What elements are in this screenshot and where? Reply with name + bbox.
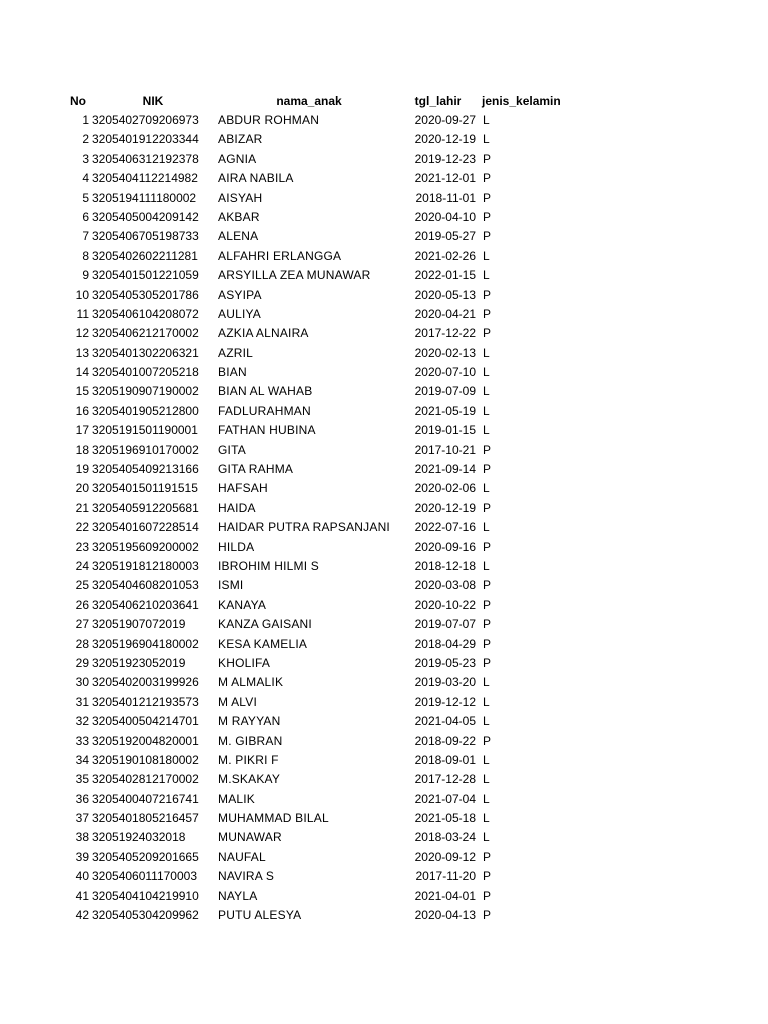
table-row (62, 130, 582, 149)
cell-no: 2 (82, 132, 89, 147)
cell-nik: 3205191812180003 (92, 558, 199, 573)
cell-nik: 3205406212170002 (92, 326, 199, 341)
cell-jenis-kelamin: L (483, 811, 490, 826)
cell-jenis-kelamin: P (483, 636, 492, 651)
cell-jenis-kelamin: P (483, 617, 492, 632)
cell-nik: 3205402709206973 (92, 113, 199, 127)
cell-nik: 3205404608201053 (92, 578, 199, 593)
table-row (62, 286, 582, 305)
table-row (62, 828, 582, 847)
table-row (62, 247, 582, 266)
cell-jenis-kelamin: L (483, 268, 490, 283)
cell-nik: 32051923052019 (92, 655, 186, 670)
cell-tgl-lahir: 2022-07-16 (414, 520, 476, 535)
cell-nama-anak: ASYIPA (218, 287, 262, 302)
cell-nik: 3205402602211281 (92, 248, 198, 263)
cell-no: 42 (75, 908, 89, 923)
cell-no: 30 (75, 675, 89, 690)
cell-nik: 3205401212193573 (92, 694, 199, 709)
cell-jenis-kelamin: P (483, 655, 492, 670)
cell-nama-anak: ALFAHRI ERLANGGA (218, 248, 342, 263)
cell-nik: 3205406104208072 (92, 306, 199, 321)
cell-jenis-kelamin: L (483, 132, 490, 147)
cell-nik: 3205402003199926 (92, 675, 199, 690)
cell-jenis-kelamin: L (483, 791, 490, 806)
cell-nik: 32051924032018 (92, 830, 186, 845)
cell-nama-anak: NAUFAL (218, 849, 266, 864)
table-row (62, 441, 582, 460)
table-header (62, 91, 582, 111)
cell-jenis-kelamin: P (483, 462, 492, 477)
table-row (62, 596, 582, 615)
cell-nik: 3205190108180002 (92, 752, 199, 767)
cell-nik: 3205400504214701 (92, 714, 199, 729)
cell-nik: 3205196904180002 (92, 636, 199, 651)
cell-no: 9 (82, 268, 89, 283)
cell-nik: 3205401607228514 (92, 520, 199, 535)
table-row (62, 867, 582, 886)
table-row (62, 770, 582, 789)
cell-jenis-kelamin: P (483, 597, 492, 612)
table-row (62, 169, 582, 188)
cell-tgl-lahir: 2020-04-13 (414, 908, 476, 923)
cell-jenis-kelamin: L (483, 558, 490, 573)
cell-nama-anak: MUNAWAR (218, 830, 282, 845)
cell-jenis-kelamin: P (483, 171, 492, 186)
cell-tgl-lahir: 2020-10-22 (414, 597, 476, 612)
table-row (62, 111, 582, 130)
cell-tgl-lahir: 2018-11-01 (415, 190, 476, 205)
cell-nama-anak: GITA (218, 442, 246, 457)
cell-nik: 3205401912203344 (92, 132, 199, 147)
cell-no: 26 (75, 597, 89, 612)
cell-nik: 3205405305201786 (92, 287, 199, 302)
cell-nama-anak: FATHAN HUBINA (218, 423, 316, 438)
cell-no: 13 (75, 345, 89, 360)
cell-no: 4 (82, 171, 89, 186)
cell-no: 7 (82, 229, 89, 244)
cell-nama-anak: BIAN AL WAHAB (218, 384, 313, 399)
cell-nama-anak: PUTU ALESYA (218, 908, 302, 923)
cell-no: 15 (75, 384, 89, 399)
cell-nik: 3205191501190001 (92, 423, 198, 438)
cell-tgl-lahir: 2022-01-15 (414, 268, 476, 283)
cell-tgl-lahir: 2020-04-10 (414, 209, 476, 224)
cell-jenis-kelamin: P (483, 306, 492, 321)
cell-tgl-lahir: 2020-12-19 (414, 132, 476, 147)
cell-nama-anak: AULIYA (218, 306, 261, 321)
cell-no: 34 (75, 752, 89, 767)
table-row (62, 654, 582, 673)
cell-nik: 3205194111180002 (92, 190, 197, 205)
cell-nama-anak: ALENA (218, 229, 259, 244)
data-table (62, 91, 582, 925)
cell-no: 38 (75, 830, 89, 845)
cell-tgl-lahir: 2018-09-22 (414, 733, 476, 748)
cell-nama-anak: ISMI (218, 578, 244, 593)
table-row (62, 673, 582, 692)
cell-no: 37 (75, 811, 89, 826)
table-row (62, 906, 582, 925)
cell-tgl-lahir: 2020-09-27 (414, 113, 476, 127)
cell-jenis-kelamin: L (483, 714, 490, 729)
cell-tgl-lahir: 2017-12-22 (414, 326, 476, 341)
cell-nama-anak: M ALMALIK (218, 675, 284, 690)
cell-jenis-kelamin: P (483, 190, 492, 205)
cell-nama-anak: M ALVI (218, 694, 257, 709)
cell-nik: 3205401501221059 (92, 268, 199, 283)
cell-tgl-lahir: 2017-10-21 (414, 442, 476, 457)
cell-nik: 3205405304209962 (92, 908, 199, 923)
cell-no: 35 (75, 772, 89, 787)
cell-nama-anak: AISYAH (218, 190, 263, 205)
cell-nik: 3205401007205218 (92, 365, 199, 380)
cell-nik: 3205405209201665 (92, 849, 199, 864)
cell-nik: 3205400407216741 (92, 791, 199, 806)
cell-tgl-lahir: 2018-09-01 (414, 752, 476, 767)
cell-nik: 3205406011170003 (92, 869, 197, 884)
table-row (62, 848, 582, 867)
cell-jenis-kelamin: L (483, 694, 490, 709)
cell-nama-anak: NAYLA (218, 888, 258, 903)
cell-no: 16 (75, 403, 89, 418)
cell-tgl-lahir: 2021-05-19 (414, 403, 476, 418)
table-body (62, 111, 582, 925)
cell-nik: 3205405409213166 (92, 462, 199, 477)
cell-nik: 3205406210203641 (92, 597, 199, 612)
table-row (62, 460, 582, 479)
cell-nik: 3205401805216457 (92, 811, 199, 826)
cell-tgl-lahir: 2018-04-29 (414, 636, 476, 651)
table-row (62, 189, 582, 208)
cell-no: 29 (75, 655, 89, 670)
cell-tgl-lahir: 2020-03-08 (414, 578, 476, 593)
cell-nik: 3205402812170002 (92, 772, 199, 787)
cell-jenis-kelamin: P (483, 908, 492, 923)
cell-nama-anak: ARSYILLA ZEA MUNAWAR (218, 268, 371, 283)
table-row (62, 712, 582, 731)
cell-tgl-lahir: 2017-11-20 (415, 869, 476, 884)
table-row (62, 751, 582, 770)
cell-nama-anak: KANZA GAISANI (218, 617, 312, 632)
cell-jenis-kelamin: P (483, 229, 492, 244)
cell-nama-anak: AGNIA (218, 151, 257, 166)
cell-jenis-kelamin: L (483, 365, 490, 380)
cell-tgl-lahir: 2021-12-01 (414, 171, 476, 186)
table-row (62, 732, 582, 751)
cell-tgl-lahir: 2021-07-04 (414, 791, 476, 806)
cell-tgl-lahir: 2020-09-12 (414, 849, 476, 864)
cell-nama-anak: MALIK (218, 791, 256, 806)
cell-jenis-kelamin: P (483, 849, 492, 864)
cell-nama-anak: AKBAR (218, 209, 260, 224)
cell-nama-anak: KANAYA (218, 597, 267, 612)
cell-jenis-kelamin: L (483, 345, 490, 360)
cell-jenis-kelamin: L (483, 675, 490, 690)
cell-no: 6 (82, 209, 89, 224)
table-row (62, 382, 582, 401)
cell-jenis-kelamin: L (483, 384, 490, 399)
cell-jenis-kelamin: P (483, 578, 492, 593)
table-row (62, 887, 582, 906)
cell-no: 21 (75, 500, 89, 515)
cell-tgl-lahir: 2021-04-05 (414, 714, 476, 729)
cell-no: 33 (75, 733, 89, 748)
table-row (62, 208, 582, 227)
cell-nama-anak: ABDUR ROHMAN (218, 113, 320, 127)
cell-nik: 32051907072019 (92, 617, 186, 632)
cell-jenis-kelamin: P (483, 888, 492, 903)
header-tgl-lahir: tgl_lahir (414, 94, 462, 108)
cell-no: 23 (75, 539, 89, 554)
cell-no: 24 (75, 558, 89, 573)
cell-nik: 3205401905212800 (92, 403, 199, 418)
table-row (62, 538, 582, 557)
cell-jenis-kelamin: L (483, 403, 490, 418)
cell-jenis-kelamin: P (483, 209, 492, 224)
cell-nama-anak: IBROHIM HILMI S (218, 558, 320, 573)
cell-jenis-kelamin: P (483, 869, 492, 884)
cell-tgl-lahir: 2021-09-14 (414, 462, 476, 477)
table-row (62, 615, 582, 634)
cell-nik: 3205196910170002 (92, 442, 199, 457)
cell-nik: 3205401302206321 (92, 345, 199, 360)
cell-nama-anak: MUHAMMAD BILAL (218, 811, 329, 826)
cell-no: 32 (75, 714, 89, 729)
table-row (62, 421, 582, 440)
cell-no: 18 (75, 442, 89, 457)
cell-no: 8 (82, 248, 89, 263)
cell-nama-anak: AZRIL (218, 345, 254, 360)
cell-tgl-lahir: 2018-12-18 (414, 558, 476, 573)
cell-no: 5 (82, 190, 89, 205)
cell-tgl-lahir: 2018-03-24 (414, 830, 476, 845)
cell-tgl-lahir: 2019-03-20 (414, 675, 476, 690)
table-row (62, 635, 582, 654)
cell-nik: 3205401501191515 (92, 481, 198, 496)
cell-jenis-kelamin: L (483, 423, 490, 438)
header-nama-anak: nama_anak (276, 94, 342, 108)
cell-tgl-lahir: 2019-01-15 (414, 423, 476, 438)
cell-no: 11 (76, 306, 89, 321)
cell-jenis-kelamin: L (483, 113, 490, 127)
table-row (62, 305, 582, 324)
cell-nik: 3205406705198733 (92, 229, 199, 244)
cell-tgl-lahir: 2019-05-27 (414, 229, 476, 244)
cell-nama-anak: BIAN (218, 365, 247, 380)
cell-jenis-kelamin: L (483, 830, 490, 845)
cell-no: 31 (75, 694, 89, 709)
header-jenis-kelamin: jenis_kelamin (482, 94, 561, 108)
cell-nik: 3205404104219910 (92, 888, 199, 903)
table-row (62, 479, 582, 498)
cell-no: 14 (75, 365, 89, 380)
cell-nama-anak: M. GIBRAN (218, 733, 283, 748)
cell-nama-anak: AIRA NABILA (218, 171, 294, 186)
cell-nama-anak: FADLURAHMAN (218, 403, 311, 418)
cell-tgl-lahir: 2021-02-26 (414, 248, 476, 263)
cell-no: 20 (75, 481, 89, 496)
cell-no: 17 (75, 423, 89, 438)
cell-tgl-lahir: 2020-12-19 (414, 500, 476, 515)
cell-nama-anak: KESA KAMELIA (218, 636, 308, 651)
cell-nama-anak: GITA RAHMA (218, 462, 294, 477)
cell-tgl-lahir: 2019-12-12 (414, 694, 476, 709)
cell-no: 28 (75, 636, 89, 651)
table-row (62, 518, 582, 537)
cell-nama-anak: HAIDA (218, 500, 256, 515)
cell-tgl-lahir: 2020-02-06 (414, 481, 476, 496)
cell-nik: 3205192004820001 (92, 733, 199, 748)
cell-tgl-lahir: 2019-07-07 (414, 617, 476, 632)
cell-no: 1 (82, 113, 89, 127)
table-row (62, 790, 582, 809)
table-row (62, 809, 582, 828)
cell-nama-anak: M.SKAKAY (218, 772, 281, 787)
cell-no: 39 (75, 849, 89, 864)
cell-jenis-kelamin: L (483, 481, 490, 496)
cell-jenis-kelamin: P (483, 500, 492, 515)
cell-nik: 3205195609200002 (92, 539, 199, 554)
cell-tgl-lahir: 2020-09-16 (414, 539, 476, 554)
cell-nik: 3205406312192378 (92, 151, 199, 166)
cell-jenis-kelamin: P (483, 442, 492, 457)
cell-nama-anak: AZKIA ALNAIRA (218, 326, 309, 341)
cell-tgl-lahir: 2017-12-28 (414, 772, 476, 787)
table-row (62, 693, 582, 712)
cell-no: 10 (75, 287, 89, 302)
header-no: No (70, 94, 86, 108)
cell-jenis-kelamin: P (483, 539, 492, 554)
cell-no: 3 (82, 151, 89, 166)
cell-nik: 3205405912205681 (92, 500, 199, 515)
cell-jenis-kelamin: L (483, 520, 490, 535)
cell-tgl-lahir: 2020-05-13 (414, 287, 476, 302)
cell-tgl-lahir: 2019-12-23 (414, 151, 476, 166)
cell-jenis-kelamin: L (483, 772, 490, 787)
table-row (62, 266, 582, 285)
cell-nama-anak: HILDA (218, 539, 255, 554)
cell-jenis-kelamin: P (483, 151, 492, 166)
cell-nik: 3205405004209142 (92, 209, 199, 224)
cell-no: 41 (75, 888, 89, 903)
cell-nama-anak: HAFSAH (218, 481, 268, 496)
table-row (62, 363, 582, 382)
cell-jenis-kelamin: P (483, 733, 492, 748)
cell-no: 27 (75, 617, 89, 632)
cell-jenis-kelamin: L (483, 248, 490, 263)
table-row (62, 576, 582, 595)
cell-no: 25 (75, 578, 89, 593)
header-nik: NIK (142, 94, 164, 108)
cell-nik: 3205404112214982 (92, 171, 198, 186)
cell-no: 22 (75, 520, 89, 535)
table-row (62, 324, 582, 343)
table-row (62, 499, 582, 518)
cell-nama-anak: M RAYYAN (218, 714, 281, 729)
cell-tgl-lahir: 2019-07-09 (414, 384, 476, 399)
table-row (62, 227, 582, 246)
cell-jenis-kelamin: P (483, 287, 492, 302)
cell-nama-anak: M. PIKRI F (218, 752, 279, 767)
cell-no: 40 (75, 869, 89, 884)
cell-nama-anak: KHOLIFA (218, 655, 271, 670)
cell-tgl-lahir: 2021-04-01 (414, 888, 476, 903)
cell-jenis-kelamin: L (483, 752, 490, 767)
cell-nik: 3205190907190002 (92, 384, 199, 399)
cell-tgl-lahir: 2020-02-13 (414, 345, 476, 360)
cell-tgl-lahir: 2021-05-18 (414, 811, 476, 826)
cell-tgl-lahir: 2020-07-10 (414, 365, 476, 380)
cell-tgl-lahir: 2019-05-23 (414, 655, 476, 670)
cell-tgl-lahir: 2020-04-21 (414, 306, 476, 321)
table-row (62, 402, 582, 421)
table-row (62, 344, 582, 363)
cell-jenis-kelamin: P (483, 326, 492, 341)
cell-nama-anak: NAVIRA S (218, 869, 275, 884)
cell-no: 12 (75, 326, 89, 341)
table-row (62, 150, 582, 169)
cell-nama-anak: HAIDAR PUTRA RAPSANJANI (218, 520, 390, 535)
table-row (62, 557, 582, 576)
cell-nama-anak: ABIZAR (218, 132, 263, 147)
cell-no: 36 (75, 791, 89, 806)
cell-no: 19 (75, 462, 89, 477)
